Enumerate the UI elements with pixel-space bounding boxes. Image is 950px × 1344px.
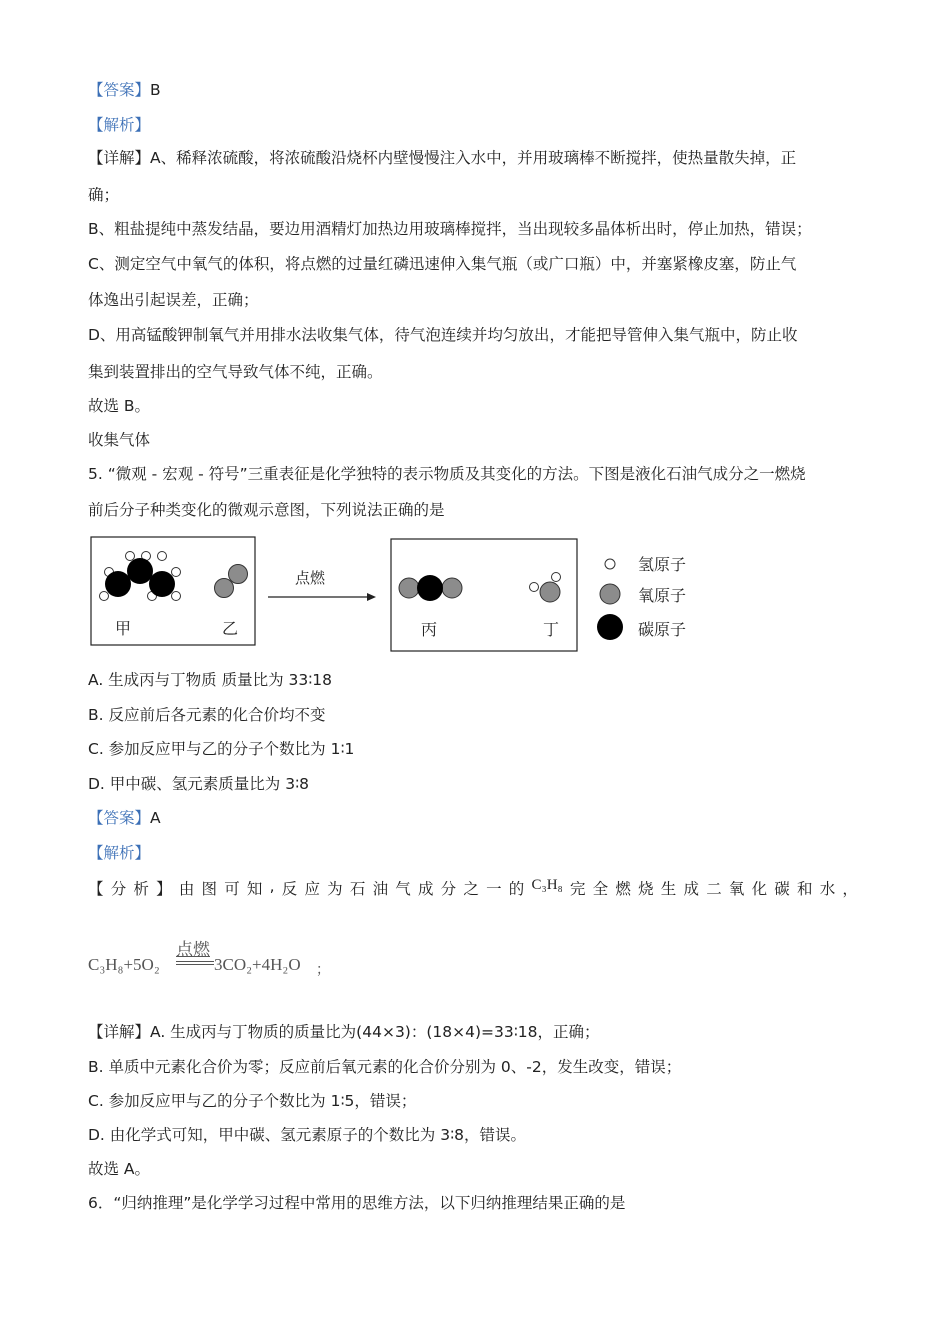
- oxygen-atom: [540, 582, 560, 602]
- fenxi-char: 析: [133, 880, 149, 898]
- fenxi-char: 分: [110, 880, 127, 898]
- equation-left: C₃H₈+5O₂: [88, 955, 160, 974]
- detail-d-line2: 集到装置排出的空气导致气体不纯，正确。: [88, 363, 383, 381]
- answer-tag: 【答案】: [88, 809, 151, 827]
- hydrogen-atom: [530, 583, 539, 592]
- oxygen-atom: [215, 579, 234, 598]
- carbon-atom: [127, 558, 153, 584]
- detail-d-q5: D. 由化学式可知，甲中碳、氢元素原子的个数比为 3∶8，错误。: [88, 1126, 526, 1144]
- fenxi-char: 应: [304, 880, 320, 898]
- q5-stem-line1: 5. “微观 - 宏观 - 符号”三重表征是化学独特的表示物质及其变化的方法。下图是液化石油气成分之一燃烧: [88, 465, 806, 483]
- fenxi-char: 油: [372, 880, 389, 898]
- legend-oxygen-label: 氧原子: [638, 586, 687, 605]
- reaction-diagram: [88, 534, 708, 656]
- fenxi-char: 碳: [774, 880, 790, 898]
- detail-c-line1: C、测定空气中氧气的体积，将点燃的过量红磷迅速伸入集气瓶（或广口瓶）中，并塞紧橡皮塞，防止气: [88, 255, 797, 273]
- answer-line-q5: [88, 808, 161, 828]
- water-molecule: [530, 573, 561, 603]
- hydrogen-atom: [172, 592, 181, 601]
- hydrogen-atom: [172, 568, 181, 577]
- legend-oxygen-icon: [600, 584, 620, 604]
- detail-a-line1: 【详解】A、稀释浓硫酸，将浓硫酸沿烧杯内壁慢慢注入水中，并用玻璃棒不断搅拌，使热量散失掉，正: [88, 149, 797, 167]
- analysis-tag: 【解析】: [88, 116, 151, 134]
- oxygen-atom: [442, 578, 462, 598]
- fenxi-char: 】: [156, 880, 172, 898]
- detail-a-line2: 确；: [88, 186, 120, 204]
- detail-d-line1: D、用高锰酸钾制氧气并用排水法收集气体，待气泡连续并均匀放出，才能把导管伸入集气瓶中，防止收: [88, 326, 798, 344]
- option-a: A. 生成丙与丁物质 质量比为 33∶18: [88, 671, 333, 689]
- extra-line: 收集气体: [88, 431, 151, 449]
- legend-hydrogen-label: 氢原子: [638, 555, 687, 574]
- choose-line-q5: 故选 A。: [88, 1160, 151, 1178]
- detail-c-line2: 体逸出引起误差，正确；: [88, 291, 259, 309]
- equation-right: 3CO₂+4H₂O: [214, 955, 301, 974]
- carbon-dioxide-molecule: [399, 575, 462, 601]
- fenxi-char: 知: [246, 880, 263, 898]
- fenxi-char: 成: [417, 880, 434, 898]
- fenxi-char: 反: [281, 880, 298, 898]
- fenxi-char: 氧: [728, 880, 745, 898]
- carbon-atom: [417, 575, 443, 601]
- oxygen-molecule: [215, 565, 248, 598]
- fenxi-char: 全: [592, 880, 609, 898]
- oxygen-atom: [399, 578, 419, 598]
- answer-value: A: [150, 809, 161, 827]
- propane-molecule: [100, 552, 181, 601]
- chemical-equation: [88, 935, 388, 985]
- fenxi-char: 水: [819, 880, 836, 898]
- fenxi-char: 的: [508, 880, 525, 898]
- fenxi-char: 【: [88, 880, 104, 898]
- fenxi-char: 图: [201, 880, 218, 898]
- fenxi-char: 化: [751, 880, 768, 898]
- answer-line-q4: [88, 80, 161, 100]
- carbon-atom: [105, 571, 131, 597]
- equation-end: ；: [316, 963, 330, 978]
- fenxi-char: 石: [349, 880, 366, 898]
- detail-b-q5: B. 单质中元素化合价为零；反应前后氧元素的化合价分别为 0、-2，发生改变，错误；: [88, 1058, 682, 1076]
- choose-line-q4: 故选 B。: [88, 397, 151, 415]
- hydrogen-atom: [100, 592, 109, 601]
- equation-condition: 点燃: [176, 940, 210, 959]
- hydrogen-atom: [126, 552, 135, 561]
- label-bing: 丙: [421, 620, 438, 639]
- label-jia: 甲: [115, 619, 132, 638]
- fenxi-char: C₃H₈: [531, 877, 563, 893]
- fenxi-char: 一: [486, 880, 502, 898]
- oxygen-atom: [229, 565, 248, 584]
- q5-stem-line2: 前后分子种类变化的微观示意图，下列说法正确的是: [88, 501, 445, 519]
- q6-stem: 6．“归纳推理”是化学学习过程中常用的思维方法，以下归纳推理结果正确的是: [88, 1194, 626, 1212]
- equation-bar-top: [176, 961, 214, 962]
- fenxi-char: 二: [706, 880, 722, 898]
- label-yi: 乙: [222, 619, 239, 638]
- option-b: B. 反应前后各元素的化合价均不变: [88, 706, 326, 724]
- legend-carbon-icon: [597, 614, 623, 640]
- fenxi-char: 生: [660, 880, 677, 898]
- option-c: C. 参加反应甲与乙的分子个数比为 1∶1: [88, 740, 355, 758]
- fenxi-char: 分: [440, 880, 457, 898]
- label-ding: 丁: [543, 620, 560, 639]
- detail-b-line: B、粗盐提纯中蒸发结晶，要边用酒精灯加热边用玻璃棒搅拌，当出现较多晶体析出时，停止加热，错误；: [88, 220, 812, 238]
- answer-tag: 【答案】: [88, 81, 151, 99]
- option-d: D. 甲中碳、氢元素质量比为 3∶8: [88, 775, 309, 793]
- carbon-atom: [149, 571, 175, 597]
- fenxi-char: 完: [569, 880, 586, 898]
- fenxi-char: 烧: [638, 880, 654, 898]
- detail-c-q5: C. 参加反应甲与乙的分子个数比为 1∶5，错误；: [88, 1092, 417, 1110]
- fenxi-char: 燃: [615, 880, 631, 898]
- answer-value: B: [150, 81, 161, 99]
- legend-hydrogen-icon: [605, 559, 615, 569]
- fenxi-char: 气: [395, 880, 411, 898]
- fenxi-char: 和: [797, 880, 813, 898]
- fenxi-char: 为: [327, 880, 343, 898]
- hydrogen-atom: [158, 552, 167, 561]
- fenxi-line: [88, 877, 858, 899]
- fenxi-char: 成: [683, 880, 699, 898]
- hydrogen-atom: [552, 573, 561, 582]
- fenxi-char: 由: [178, 880, 195, 898]
- legend-carbon-label: 碳原子: [638, 620, 687, 639]
- equation-bar-bottom: [176, 964, 214, 965]
- fenxi-char: ，: [842, 880, 858, 898]
- arrow-head: [367, 593, 376, 601]
- fenxi-char: ,: [269, 877, 275, 895]
- analysis-tag: 【解析】: [88, 844, 151, 862]
- detail-a-q5: 【详解】A. 生成丙与丁物质的质量比为(44×3)：(18×4)=33∶18，正确；: [88, 1023, 600, 1041]
- fenxi-char: 之: [463, 880, 479, 898]
- fenxi-char: 可: [224, 880, 240, 898]
- arrow-label: 点燃: [295, 569, 326, 587]
- legend: [597, 555, 686, 640]
